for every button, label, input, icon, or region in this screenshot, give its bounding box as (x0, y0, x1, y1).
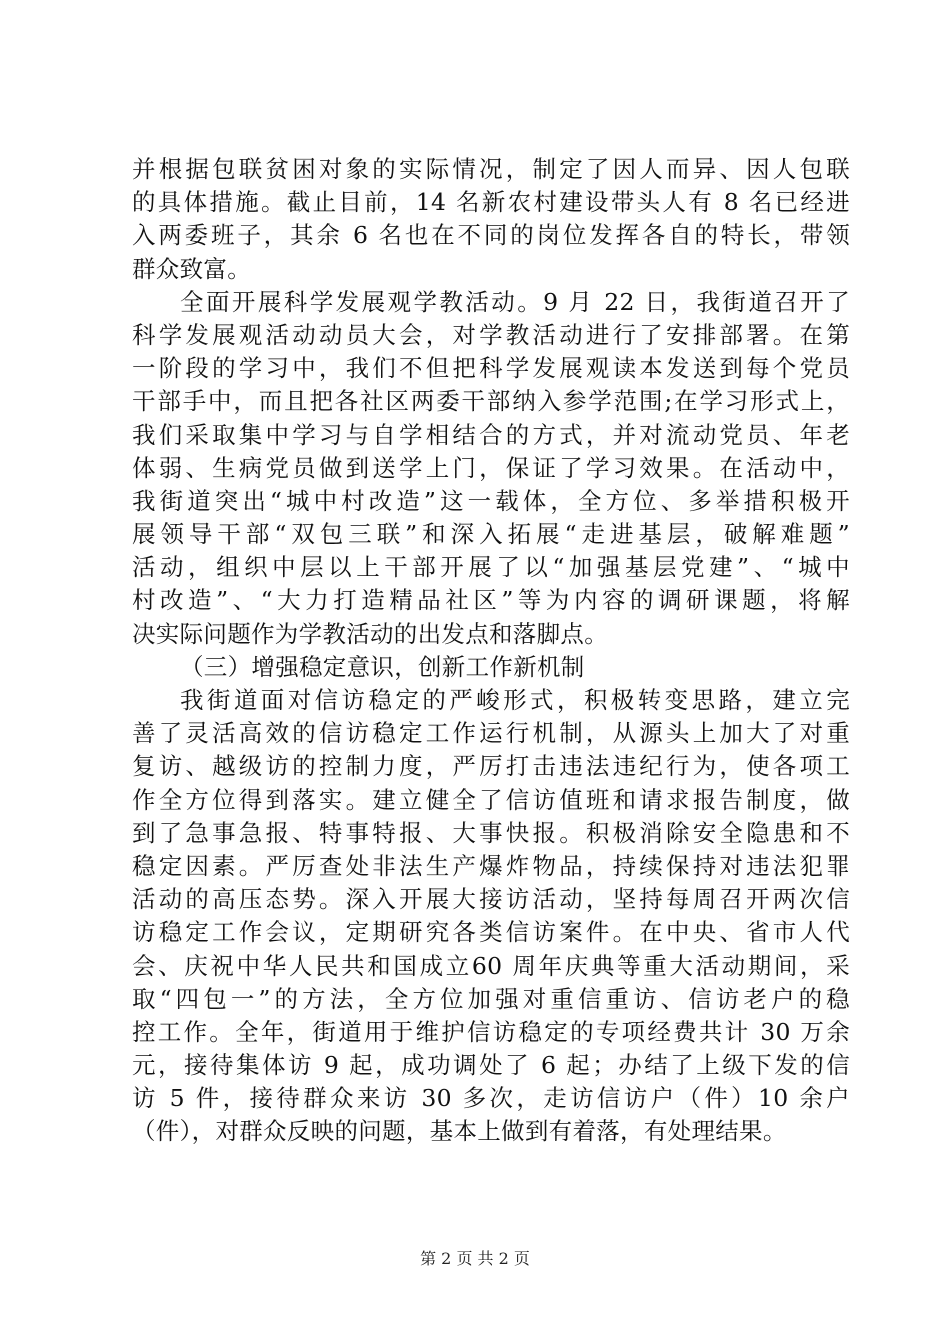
text-line: 到了急事急报、特事特报、大事快报。积极消除安全隐患和不 (132, 818, 850, 847)
text-line: 决实际问题作为学教活动的出发点和落脚点。 (132, 619, 608, 648)
text-line: 入两委班子，其余 6 名也在不同的岗位发挥各自的特长，带领 (132, 221, 850, 250)
page-number-footer: 第 2 页 共 2 页 (420, 1249, 530, 1268)
text-line: 作全方位得到落实。建立健全了信访值班和请求报告制度，做 (132, 785, 850, 814)
text-line: 群众致富。 (132, 254, 251, 283)
text-line: 村改造”、“大力打造精品社区”等为内容的调研课题，将解 (132, 586, 850, 615)
text-line: 会、庆祝中华人民共和国成立60 周年庆典等重大活动期间，采 (132, 951, 850, 980)
text-line: 善了灵活高效的信访稳定工作运行机制，从源头上加大了对重 (132, 719, 850, 748)
text-line: 访稳定工作会议，定期研究各类信访案件。在中央、省市人代 (132, 918, 850, 947)
text-line: 元，接待集体访 9 起，成功调处了 6 起；办结了上级下发的信 (132, 1051, 850, 1080)
text-line: 的具体措施。截止目前，14 名新农村建设带头人有 8 名已经进 (132, 188, 850, 217)
text-line: 科学发展观活动动员大会，对学教活动进行了安排部署。在第 (132, 320, 850, 349)
text-line: 一阶段的学习中，我们不但把科学发展观读本发送到每个党员 (132, 354, 850, 383)
text-line: 我街道面对信访稳定的严峻形式，积极转变思路，建立完 (180, 686, 850, 714)
text-line: 全面开展科学发展观学教活动。9 月 22 日，我街道召开了 (180, 287, 850, 316)
text-line: 活动的高压态势。深入开展大接访活动，坚持每周召开两次信 (132, 885, 850, 914)
text-line: 我街道突出“城中村改造”这一载体，全方位、多举措积极开 (132, 486, 850, 515)
text-line: （件），对群众反映的问题，基本上做到有着落，有处理结果。 (132, 1117, 787, 1146)
section-heading: （三）增强稳定意识，创新工作新机制 (180, 652, 585, 681)
text-line: 稳定因素。严厉查处非法生产爆炸物品，持续保持对违法犯罪 (132, 851, 850, 880)
document-body (132, 153, 850, 1149)
text-line: 展领导干部“双包三联”和深入拓展“走进基层，破解难题” (132, 520, 850, 549)
text-line: 取“四包一”的方法，全方位加强对重信重访、信访老户的稳 (132, 984, 850, 1013)
text-line: 控工作。全年，街道用于维护信访稳定的专项经费共计 30 万余 (132, 1017, 850, 1046)
text-line: 活动，组织中层以上干部开展了以“加强基层党建”、“城中 (132, 553, 850, 582)
text-line: 我们采取集中学习与自学相结合的方式，并对流动党员、年老 (132, 420, 850, 449)
text-line: 并根据包联贫困对象的实际情况，制定了因人而异、因人包联 (132, 155, 850, 183)
text-line: 复访、越级访的控制力度，严厉打击违法违纪行为，使各项工 (132, 752, 850, 781)
text-line: 干部手中，而且把各社区两委干部纳入参学范围;在学习形式上， (132, 387, 850, 416)
text-line: 体弱、生病党员做到送学上门，保证了学习效果。在活动中， (132, 453, 850, 482)
text-line: 访 5 件，接待群众来访 30 多次，走访信访户（件）10 余户 (132, 1084, 850, 1113)
